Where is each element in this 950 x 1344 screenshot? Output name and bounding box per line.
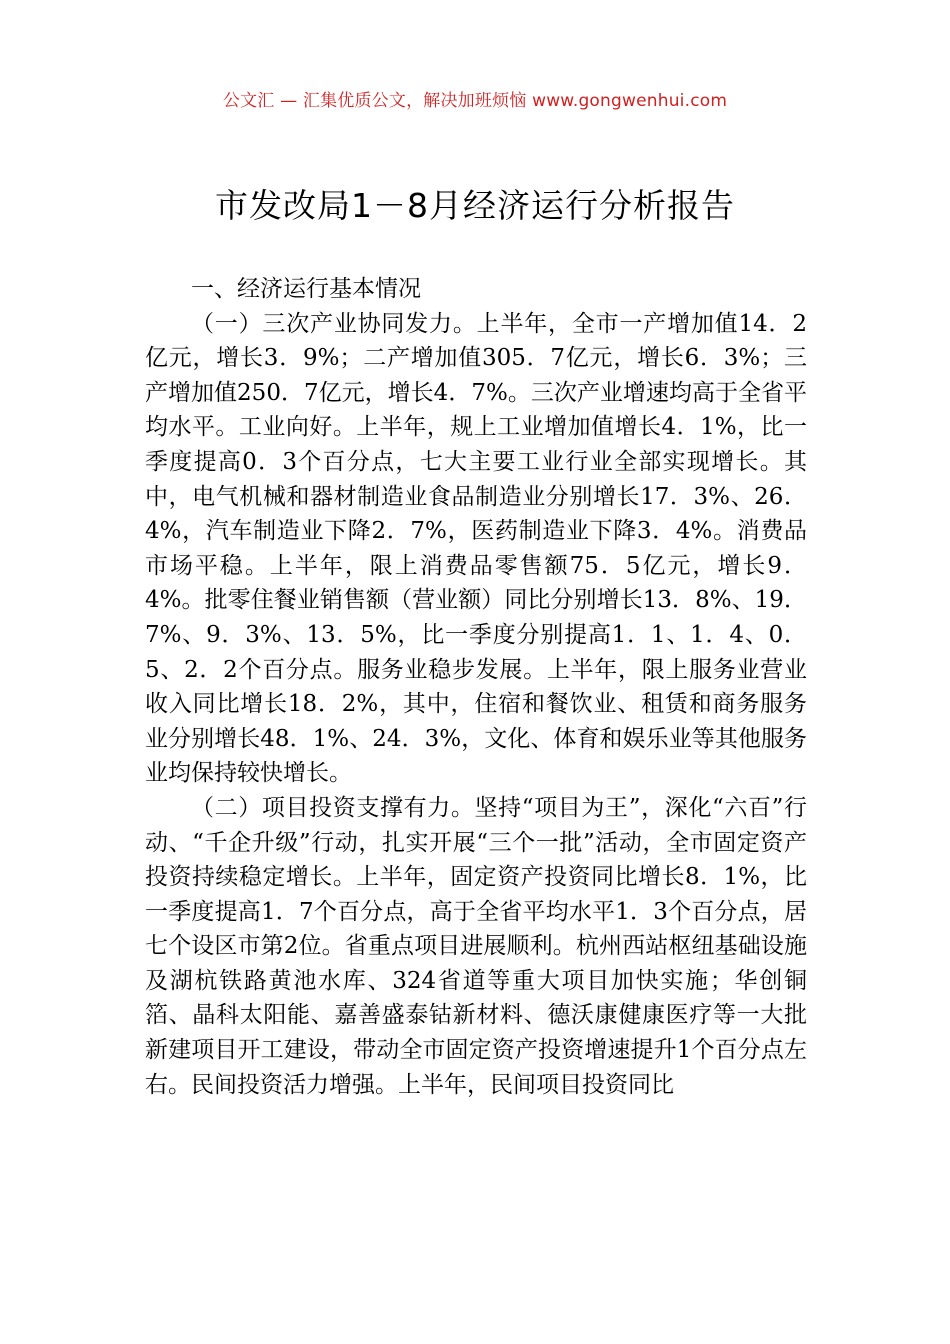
paragraph-industry: （一）三次产业协同发力。上半年，全市一产增加值14．2亿元，增长3．9%；二产增加值305．7亿元，增长6．3%；三产增加值250．7亿元，增长4．7%。三次产业增速均高于全省平均水平。工业向好。上半年，规上工业增加值增长4．1%，比一季度提高0．3个百分点，七大主要工业行业全部实现增长。其中，电气机械和器材制造业食品制造业分别增长17．3%、26．4%，汽车制造业下降2．7%，医药制造业下降3．4%。消费品市场平稳。上半年，限上消费品零售额75．5亿元，增长9．4%。批零住餐业销售额（营业额）同比分别增长13．8%、19．7%、9．3%、13．5%，比一季度分别提高1．1、1．4、0．5、2．2个百分点。服务业稳步发展。上半年，限上服务业营业收入同比增长18．2%，其中，住宿和餐饮业、租赁和商务服务业分别增长48．1%、24．3%，文化、体育和娱乐业等其他服务业均保持较快增长。 <box>145 310 807 787</box>
document-title: 市发改局1－8月经济运行分析报告 <box>215 186 735 225</box>
paragraph-investment: （二）项目投资支撑有力。坚持“项目为王”，深化“六百”行动、“千企升级”行动，扎实开展“三个一批”活动，全市固定资产投资持续稳定增长。上半年，固定资产投资同比增长8．1%，比一季度提高1．7个百分点，高于全省平均水平1．3个百分点，居七个设区市第2位。省重点项目进展顺利。杭州西站枢纽基础设施及湖杭铁路黄池水库、324省道等重大项目加快实施；华创铜箔、晶科太阳能、嘉善盛泰钴新材料、德沃康健康医疗等一大批新建项目开工建设，带动全市固定资产投资增速提升1个百分点左右。民间投资活力增强。上半年，民间项目投资同比 <box>145 794 807 1098</box>
section-heading-1: 一、经济运行基本情况 <box>191 276 421 302</box>
watermark-header[interactable]: 公文汇 — 汇集优质公文，解决加班烦恼 www.gongwenhui.com <box>222 91 728 111</box>
document-body <box>145 272 807 1102</box>
